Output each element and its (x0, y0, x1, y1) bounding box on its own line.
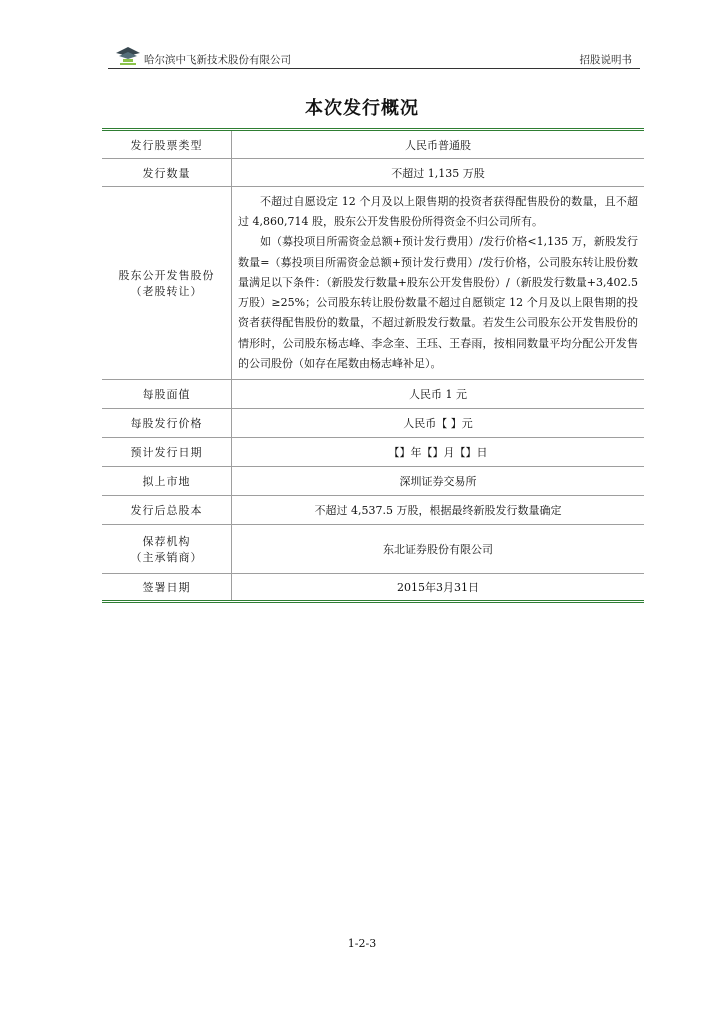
table-row (102, 525, 644, 574)
row-value: 不超过 4,537.5 万股，根据最终新股发行数量确定 (232, 496, 645, 525)
table-row (102, 409, 644, 438)
paragraph: 如（募投项目所需资金总额+预计发行费用）/发行价格<1,135 万，新股发行数量=（募投项目所需资金总额+预计发行费用）/发行价格，公司股东转让股份数量满足以下条件：（新股发行数量+股东公开发售股份）/（新股发行数量+3,402.5 万股）≥25%；公司股东转让股份数量不超过自愿锁定 12 个月及以上限售期的投资者获得配售股份的数量，不超过新股发行数量。若发生公司股东公开发售股份的情形时，公司股东杨志峰、李念奎、王珏、王春雨，按相同数量平均分配公开发售的公司股份（如存在尾数由杨志峰补足）。 (238, 235, 638, 371)
row-label: 拟上市地 (102, 467, 232, 496)
row-value: 不超过 1,135 万股 (232, 159, 645, 187)
row-value: 2015年3月31日 (232, 574, 645, 602)
row-label-line2: （主承销商） (130, 551, 203, 564)
row-value: 【】年【】月【】日 (232, 438, 645, 467)
page-title: 本次发行概况 (305, 98, 419, 119)
table-row (102, 467, 644, 496)
table-row (102, 438, 644, 467)
table-row (102, 130, 644, 159)
document-type: 招股说明书 (579, 54, 632, 66)
row-value (232, 187, 645, 380)
row-label (102, 525, 232, 574)
row-label: 发行股票类型 (102, 130, 232, 159)
row-value: 东北证券股份有限公司 (232, 525, 645, 574)
table-row (102, 187, 644, 380)
row-value: 人民币 1 元 (232, 380, 645, 409)
row-label: 每股面值 (102, 380, 232, 409)
company-logo-icon (114, 44, 142, 66)
table-row (102, 574, 644, 602)
row-value: 人民币【 】元 (232, 409, 645, 438)
row-label-line1: 保荐机构 (142, 535, 191, 548)
row-value: 深圳证券交易所 (232, 467, 645, 496)
offering-summary-table (102, 128, 644, 603)
row-label (102, 187, 232, 380)
company-name: 哈尔滨中飞新技术股份有限公司 (144, 54, 291, 66)
row-label: 签署日期 (102, 574, 232, 602)
row-label: 发行数量 (102, 159, 232, 187)
row-label: 每股发行价格 (102, 409, 232, 438)
row-value: 人民币普通股 (405, 138, 471, 152)
table-row (102, 159, 644, 187)
paragraph: 不超过自愿设定 12 个月及以上限售期的投资者获得配售股份的数量，且不超过 4,860,714 股，股东公开发售股份所得资金不归公司所有。 (238, 194, 638, 228)
page-number: 1-2-3 (347, 937, 377, 950)
page-header (108, 44, 640, 69)
table-row (102, 496, 644, 525)
table-row (102, 380, 644, 409)
row-label-line2: （老股转让） (130, 285, 203, 298)
row-label-line1: 股东公开发售股份 (118, 269, 215, 282)
row-label: 预计发行日期 (102, 438, 232, 467)
row-label: 发行后总股本 (102, 496, 232, 525)
